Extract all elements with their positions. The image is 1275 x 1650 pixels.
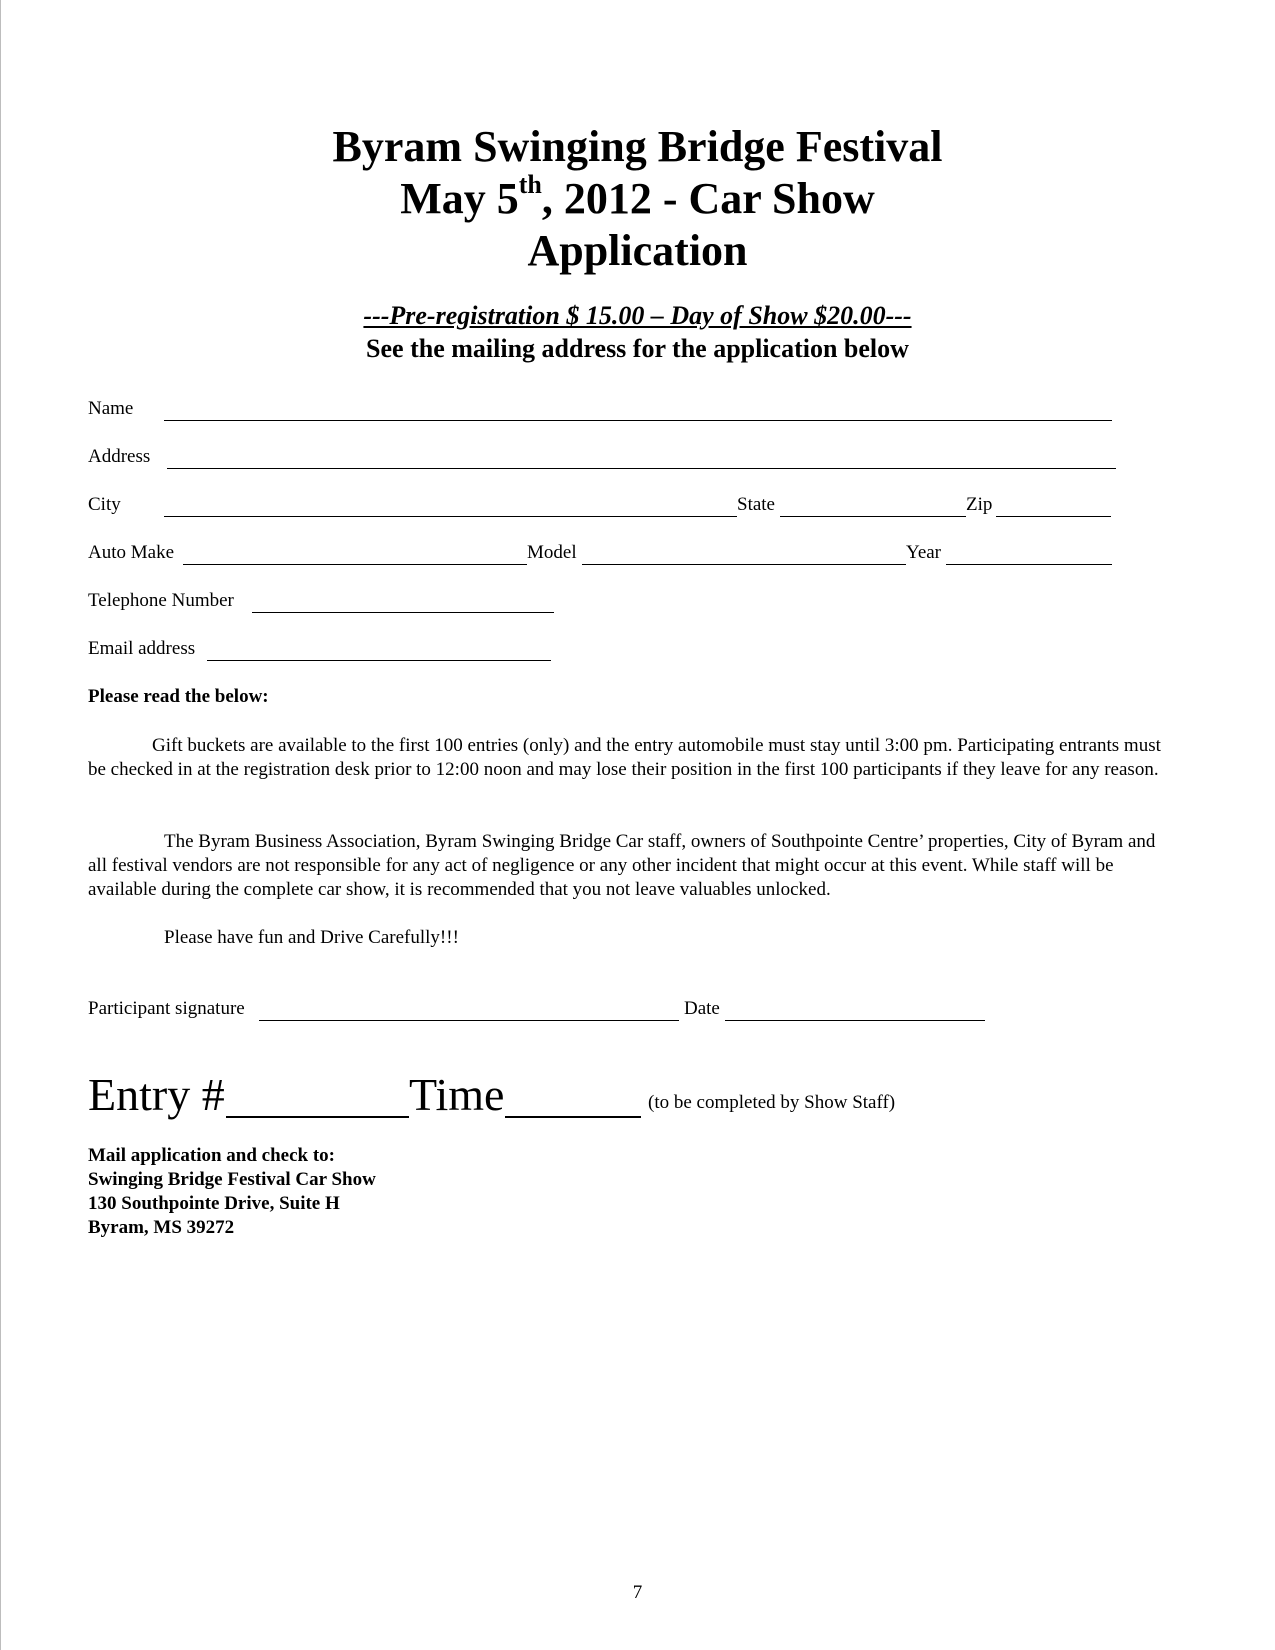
city-label: City (88, 494, 121, 515)
title-event: , 2012 - Car Show (541, 174, 875, 223)
title-line-1: Byram Swinging Bridge Festival (332, 122, 943, 171)
mailing-line-3: 130 Southpointe Drive, Suite H (88, 1193, 340, 1214)
email-label: Email address (88, 638, 196, 659)
mailing-line-4: Byram, MS 39272 (88, 1217, 235, 1238)
year-label: Year (906, 542, 942, 563)
notice-paragraph-1: Gift buckets are available to the first 100 entries (only) and the entry automobile must stay until 3:00 pm. Participating entrants must be checked in at the registration desk prior to 12:00 noon and may lose their position in the first 100 participants if they leave for any reason. (88, 735, 1161, 780)
model-label: Model (527, 542, 577, 563)
page-number: 7 (632, 1582, 643, 1603)
telephone-field[interactable] (252, 612, 554, 613)
zip-label: Zip (966, 494, 993, 515)
date-field[interactable] (725, 1020, 985, 1021)
email-field[interactable] (207, 660, 551, 661)
telephone-label: Telephone Number (88, 590, 234, 611)
model-field[interactable] (582, 564, 906, 565)
zip-field[interactable] (996, 516, 1111, 517)
city-field[interactable] (164, 516, 737, 517)
address-field[interactable] (167, 468, 1116, 469)
signature-label: Participant signature (88, 998, 245, 1019)
title-date: May 5 (400, 174, 519, 223)
auto-make-label: Auto Make (88, 542, 175, 563)
title-line-2 (0, 170, 1275, 225)
signature-field[interactable] (259, 1020, 679, 1021)
time-field[interactable] (505, 1116, 641, 1118)
mailing-line-1: Mail application and check to: (88, 1145, 336, 1166)
staff-note: (to be completed by Show Staff) (648, 1092, 896, 1113)
auto-make-field[interactable] (183, 564, 527, 565)
name-label: Name (88, 398, 134, 419)
entry-label: Entry # (88, 1069, 225, 1120)
state-label: State (737, 494, 775, 515)
mailing-address (88, 1144, 376, 1240)
date-label: Date (684, 998, 720, 1019)
year-field[interactable] (946, 564, 1112, 565)
fee-line: ---Pre-registration $ 15.00 – Day of Show $20.00--- (363, 301, 912, 330)
title-date-suffix: th (518, 170, 542, 200)
name-field[interactable] (164, 420, 1112, 421)
notice-paragraph-3: Please have fun and Drive Carefully!!! (164, 927, 459, 948)
notice-heading: Please read the below: (88, 686, 269, 707)
mailing-note: See the mailing address for the application below (366, 334, 909, 363)
notice-paragraph-2: The Byram Business Association, Byram Swinging Bridge Car staff, owners of Southpointe Centre’ properties, City of Byram and all festival vendors are not responsible for any act of negligence or any other incident that might occur at this event. While staff will be available during the complete car show, it is recommended that you not leave valuables unlocked. (88, 831, 1156, 900)
state-field[interactable] (780, 516, 966, 517)
entry-field[interactable] (226, 1116, 409, 1118)
title-line-3: Application (527, 226, 748, 275)
mailing-line-2: Swinging Bridge Festival Car Show (88, 1169, 376, 1190)
time-label: Time (409, 1069, 505, 1120)
address-label: Address (88, 446, 151, 467)
